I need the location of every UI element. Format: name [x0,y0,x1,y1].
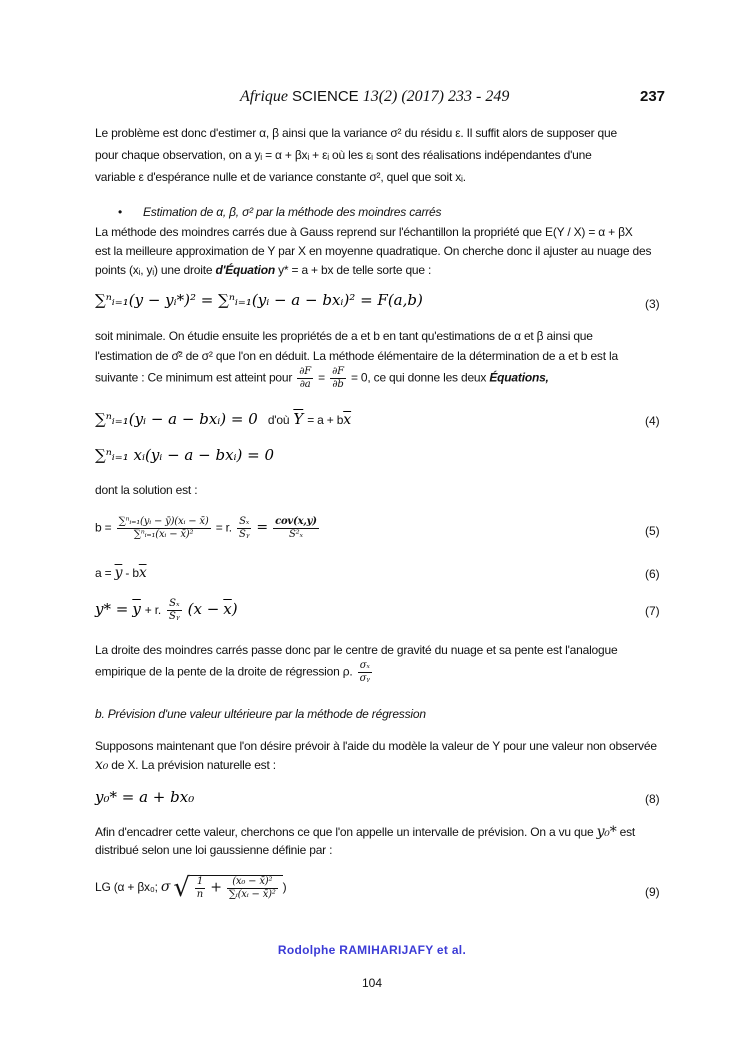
interval-line-1 [95,824,635,840]
section-a-line-1: La méthode des moindres carrés due à Gauss reprend sur l'échantillon la propriété que E(Y / X) = α + βX [95,225,633,239]
equation-4-dou: d'où [267,413,290,427]
equation-5-number: (5) [645,524,660,538]
section-b-line-2-rest: de X. La prévision naturelle est : [111,758,276,772]
after3-line-1: soit minimale. On étudie ensuite les propriétés de a et b en tant qu'estimations de α et β ainsi que [95,329,593,343]
equation-6 [95,565,147,581]
equation-5-frac-2-den: Sᵧ [239,529,250,540]
equation-4b-body: ∑ⁿᵢ₌₁ xᵢ(yᵢ − a − bxᵢ) = 0 [95,446,275,464]
equation-5-frac-1 [117,516,211,541]
section-b-line-2 [95,757,276,773]
equation-8-body: y₀* = a + bx₀ [95,788,195,806]
sqrt-icon: √ [173,873,190,903]
journal-name-science: SCIENCE [292,88,359,105]
equation-5-frac-2-num: Sₓ [237,516,251,529]
equation-8-number: (8) [645,792,660,806]
equation-7-paren: (x − [187,600,220,619]
rho-fraction-num: σₓ [358,660,372,673]
equations-term: Équations, [489,370,549,385]
equation-5-frac-2 [237,516,251,541]
after3-line-3-a: suivante : Ce minimum est atteint pour [95,370,293,385]
section-b-title: b. Prévision d'une valeur ultérieure par la méthode de régression [95,707,426,721]
rho-fraction-den: σᵧ [359,673,370,684]
equation-5-frac-1-den: ∑ⁿᵢ₌₁(xᵢ − x̄)² [133,529,194,540]
partial-f-b-den: ∂b [332,379,344,390]
equation-4-number: (4) [645,414,660,428]
equation-7 [95,598,238,623]
partial-f-a-fraction [297,366,313,391]
section-a-title: Estimation de α, β, σ² par la méthode des moindres carrés [143,205,442,219]
equation-4 [95,410,351,429]
rho-fraction [358,660,372,685]
equation-5-eq-r: = r. [215,520,232,535]
y0-star-symbol: y₀* [596,824,617,840]
equation-9-lg: LG (α + βx₀; [95,880,158,895]
intro-line-3: variable ε d'espérance nulle et de variance constante σ², quel que soit xᵢ. [95,170,466,184]
equation-5-frac-3 [273,516,319,541]
equation-9-frac-2-num: (x₀ − x̄)² [227,876,278,889]
journal-reference: 13(2) (2017) 233 - 249 [362,88,510,105]
equation-6-minus-b: - b [125,566,139,580]
equation-4-rhs: = a + b [307,413,344,427]
intro-line-2: pour chaque observation, on a yᵢ = α + βxᵢ + εᵢ où les εᵢ sont des réalisations indépendantes d'une [95,148,592,162]
x0-symbol: x₀ [95,757,109,773]
equation-5-frac-3-num: cov(x,y) [275,516,317,527]
after3-line-2: l'estimation de σ̂² de σ² que l'on en déduit. La méthode élémentaire de la détermination de a et b est la [95,349,618,363]
partial-f-b-fraction [330,366,346,391]
header-page-number: 237 [640,88,666,105]
equation-7-xbar: $\overline{x}$ [223,600,232,619]
equation-3 [95,291,423,310]
equation-3-number: (3) [645,297,660,311]
equation-9-sigma: σ [160,879,171,896]
bullet-icon: • [118,205,123,219]
equation-9-plus: + [210,879,222,896]
equation-6-ybar: $\overline{y}$ [114,565,123,581]
section-a-line-3-a: points (xᵢ, yᵢ) une droite [95,263,213,277]
equation-9-frac-1-den: n [196,889,204,900]
partial-f-a-num: ∂F [299,366,312,377]
partial-f-b-num: ∂F [332,366,344,377]
footer-author: Rodolphe RAMIHARIJAFY et al. [277,943,467,957]
interval-line-1-b: est [619,825,636,839]
section-a-line-3 [95,263,431,277]
equation-9-frac-1-num: 1 [195,876,205,889]
gravity-line-1: La droite des moindres carrés passe donc par le centre de gravité du nuage et sa pente est l'analogue [95,643,618,657]
equation-9-close: ) [282,880,287,895]
after3-line-3-b: = 0, ce qui donne les deux [350,370,487,385]
equation-9-number: (9) [645,885,660,899]
equation-4-xbar: $\overline{x}$ [343,412,352,428]
equation-7-frac [167,598,182,623]
equation-5-frac-3-den: S²ₓ [289,529,303,540]
equation-9-frac-2 [227,876,278,901]
equation-4b [95,446,274,465]
intro-line-1: Le problème est donc d'estimer α, β ainsi que la variance σ² du résidu ε. Il suffit alors de supposer que [95,126,617,140]
section-a-line-2: est la meilleure approximation de Y par X en moyenne quadratique. On cherche donc il ajuster au nuage des [95,244,652,258]
equation-7-plus-r: + r. [144,603,162,618]
equation-7-paren-close: ) [231,600,238,619]
gravity-line-2 [95,660,374,685]
equation-4-ybar: $\overline{Y}$ [293,410,304,428]
equation-7-number: (7) [645,604,660,618]
equation-5-frac-1-num: ∑ⁿᵢ₌₁(yᵢ − ȳ)(xᵢ − x̄) [118,516,209,527]
equation-9-radicand [190,875,283,901]
partial-f-a-den: ∂a [299,379,311,390]
equation-9-frac-1 [195,876,205,901]
section-b-line-1: Supposons maintenant que l'on désire prévoir à l'aide du modèle la valeur de Y pour une valeur non observée [95,739,657,753]
equation-7-lhs: y* = [95,600,129,619]
equation-term: d'Équation [215,263,275,277]
equation-3-body: ∑ⁿᵢ₌₁(y − yᵢ*)² = ∑ⁿᵢ₌₁(yᵢ − a − bxᵢ)² = F(a,b) [95,291,423,309]
equation-7-frac-den: Sᵧ [169,611,180,622]
equation-6-xbar: $\overline{x}$ [138,565,147,581]
interval-line-1-a: Afin d'encadrer cette valeur, cherchons ce que l'on appelle un intervalle de prévision. On a vu que [95,825,594,839]
equation-8 [95,788,194,807]
equation-9-frac-2-den: ∑ᵢ(xᵢ − x̄)² [228,889,276,900]
after3-equals: = [318,370,325,385]
equation-5-eq: = [256,519,268,536]
section-a-line-3-c: y* = a + bx de telle sorte que : [278,263,432,277]
equation-4-lhs: ∑ⁿᵢ₌₁(yᵢ − a − bxᵢ) = 0 [95,410,258,428]
interval-line-2: distribué selon une loi gaussienne définie par : [95,843,333,857]
equation-5 [95,516,321,541]
equation-6-number: (6) [645,567,660,581]
solution-label: dont la solution est : [95,483,198,497]
equation-5-b: b = [95,520,112,535]
equation-7-ybar: $\overline{y}$ [132,600,141,619]
journal-name-italic: Afrique [240,88,288,105]
footer-page-number: 104 [361,976,383,990]
journal-header [240,88,509,106]
after3-line-3 [95,366,549,391]
equation-6-a: a = [95,566,112,580]
equation-9 [95,873,286,903]
equation-7-frac-num: Sₓ [167,598,182,611]
gravity-line-2-text: empirique de la pente de la droite de régression ρ. [95,664,353,679]
